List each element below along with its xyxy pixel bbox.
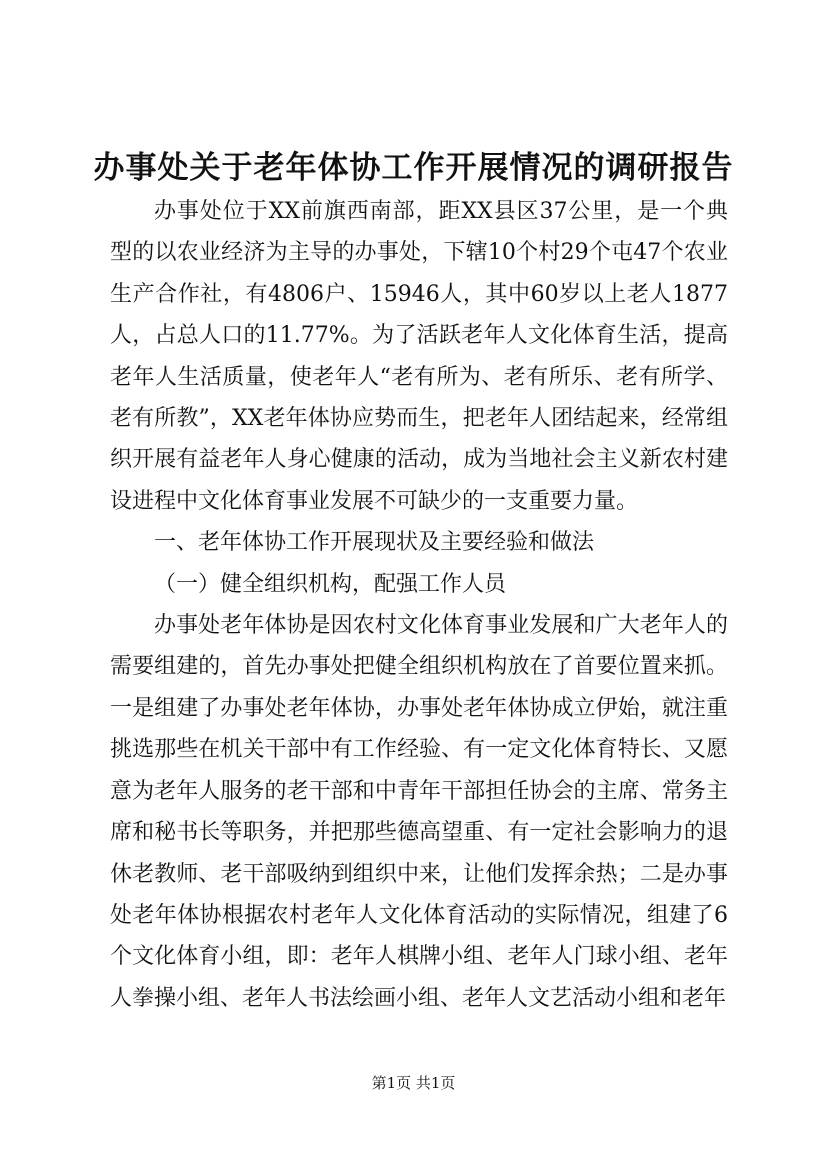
section-heading: 一、老年体协工作开展现状及主要经验和做法: [154, 530, 595, 556]
paragraph-organization: 办事处老年体协是因农村文化体育事业发展和广大老年人的需要组建的，首先办事处把健全组织机构放在了首要位置来抓。一是组建了办事处老年体协，办事处老年体协成立伊始，就注重挑选那些在机关干部中有工作经验、有一定文化体育特长、又愿意为老年人服务的老干部和中青年干部担任协会的主席、常务主席和秘书长等职务，并把那些德高望重、有一定社会影响力的退休老教师、老干部吸纳到组织中来，让他们发挥余热；二是办事处老年体协根据农村老年人文化体育活动的实际情况，组建了6个文化体育小组，即：老年人棋牌小组、老年人门球小组、老年人拳操小组、老年人书法绘画小组、老年人文艺活动小组和老年: [110, 613, 728, 1011]
page-number-footer: 第1页 共1页: [371, 1074, 456, 1092]
paragraph-intro: 办事处位于XX前旗西南部，距XX县区37公里，是一个典型的以农业经济为主导的办事处，下辖10个村29个屯47个农业生产合作社，有4806户、15946人，其中60岁以上老人1877人，占总人口的11.77%。为了活跃老年人文化体育生活，提高老年人生活质量，使老年人“老有所为、老有所乐、老有所学、老有所教”，XX老年体协应势而生，把老年人团结起来，经常组织开展有益老年人身心健康的活动，成为当地社会主义新农村建设进程中文化体育事业发展不可缺少的一支重要力量。: [110, 199, 728, 514]
subsection-heading: （一）健全组织机构，配强工作人员: [154, 571, 507, 597]
document-title: 办事处关于老年体协工作开展情况的调研报告: [93, 150, 734, 186]
document-body: [110, 191, 728, 1019]
